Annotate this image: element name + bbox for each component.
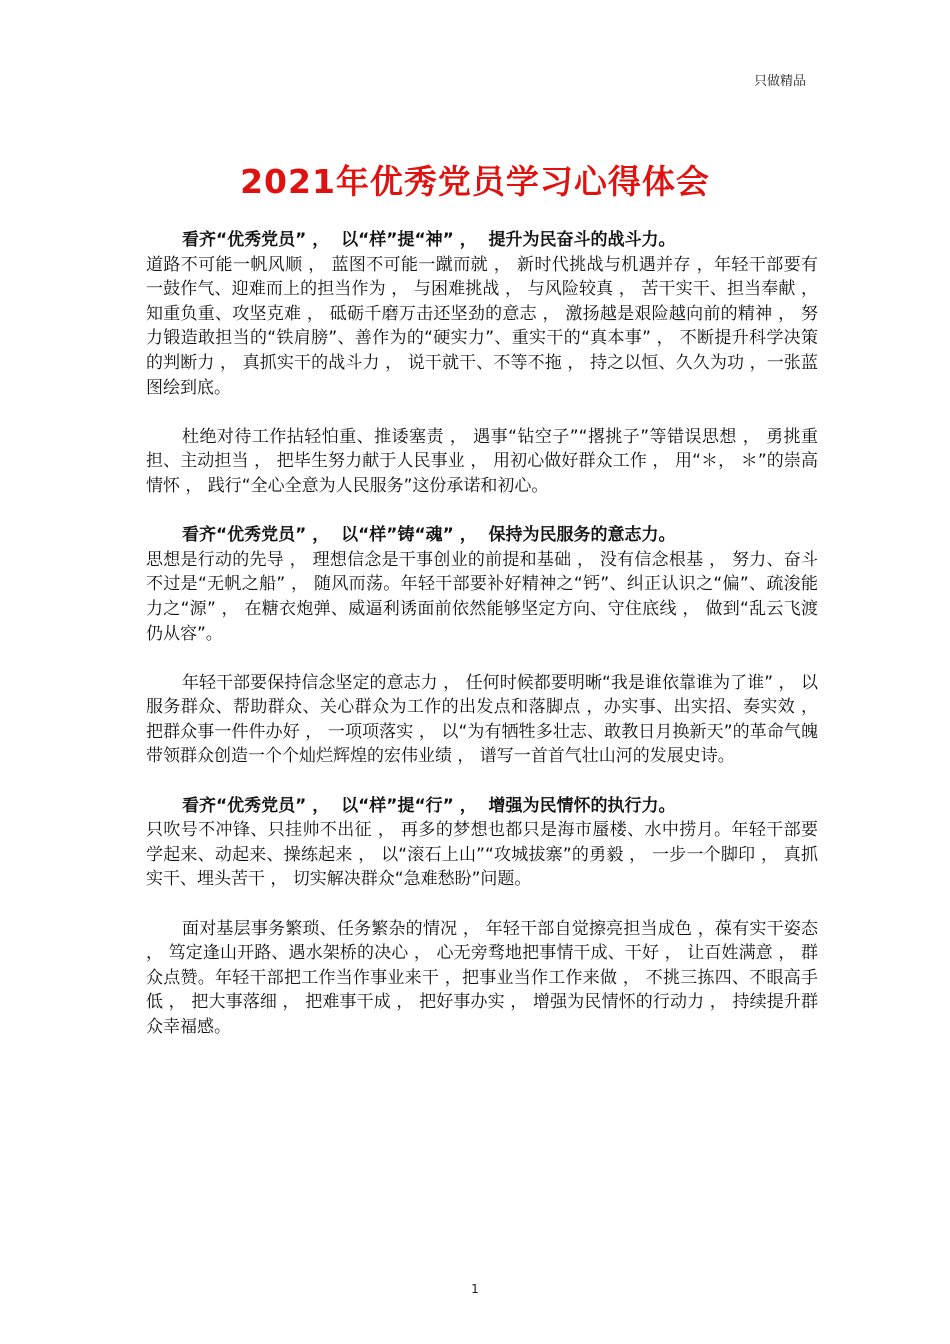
section-2-heading: 看齐“优秀党员” ， 以“样”铸“魂” ， 保持为民服务的意志力。	[182, 525, 676, 546]
section-3	[146, 794, 818, 892]
section-1-paragraph-1: 道路不可能一帆风顺 ， 蓝图不可能一蹴而就 ， 新时代挑战与机遇并存 ，年轻干部要有一鼓作气、迎难而上的担当作为 ， 与困难挑战 ， 与风险较真 ， 苦干实干、担当奉献 ， 知重负重、攻坚克难 ， 砥砺千磨万击还坚劲的意志 ， 激扬越是艰险越向前的精神 ， 努力锻造敢担当的“铁肩膀”、善作为的“硬实力”、重实干的“真本事” ， 不断提升科学决策的判断力 ， 真抓实干的战斗力 ， 说干就干、不等不拖 ， 持之以恒、久久为功 ，一张蓝图绘到底。	[146, 254, 818, 398]
document-body	[146, 228, 818, 1064]
section-3-extra	[146, 917, 818, 1040]
document-title: 2021年优秀党员学习心得体会	[240, 162, 710, 201]
section-1	[146, 228, 818, 400]
section-1-paragraph-2: 杜绝对待工作拈轻怕重、推诿塞责 ， 遇事“钻空子”“撂挑子”等错误思想 ， 勇挑重担、主动担当 ， 把毕生努力献于人民事业 ， 用初心做好群众工作 ， 用“＊， ＊”的崇高情怀 ， 践行“全心全意为人民服务”这份承诺和初心。	[146, 426, 818, 496]
section-3-paragraph-1: 只吹号不冲锋、只挂帅不出征 ， 再多的梦想也都只是海市蜃楼、水中捞月。年轻干部要学起来、动起来、操练起来 ， 以“滚石上山”“攻城拔寨”的勇毅 ， 一步一个脚印 ， 真抓实干、埋头苦干 ， 切实解决群众“急难愁盼”问题。	[146, 820, 818, 890]
header-tag: 只做精品	[753, 74, 806, 89]
section-1-extra	[146, 425, 818, 499]
section-3-paragraph-2: 面对基层事务繁琐、任务繁杂的情况 ， 年轻干部自觉擦亮担当成色 ，葆有实干姿态 ， 笃定逢山开路、遇水架桥的决心 ， 心无旁骛地把事情干成、干好 ， 让百姓满意 ， 群众点赞。年轻干部把工作当作事业来干 ，把事业当作工作来做 ， 不挑三拣四、不眼高手低 ， 把大事落细 ， 把难事干成 ， 把好事办实 ， 增强为民情怀的行动力 ， 持续提升群众幸福感。	[146, 918, 818, 1037]
section-1-heading: 看齐“优秀党员” ， 以“样”提“神” ， 提升为民奋斗的战斗力。	[182, 230, 676, 250]
section-2-paragraph-2: 年轻干部要保持信念坚定的意志力 ， 任何时候都要明晰“我是谁依靠谁为了谁” ， 以服务群众、帮助群众、关心群众为工作的出发点和落脚点 ，办实事、出实招、奏实效 ， 把群众事一件件办好 ， 一项项落实 ， 以“为有牺牲多壮志、敢教日月换新天”的革命气魄带领群众创造一个个灿烂辉煌的宏伟业绩 ， 谱写一首首气壮山河的发展史诗。	[146, 672, 818, 767]
section-2	[146, 523, 818, 646]
section-2-paragraph-1: 思想是行动的先导 ， 理想信念是干事创业的前提和基础 ， 没有信念根基 ， 努力、奋斗不过是“无帆之船” ， 随风而荡。年轻干部要补好精神之“钙”、纠正认识之“偏”、疏浚能力之“源” ， 在糖衣炮弹、威逼利诱面前依然能够坚定方向、守住底线 ， 做到“乱云飞渡仍从容”。	[146, 549, 818, 644]
page-number: 1	[471, 1282, 479, 1296]
section-3-heading: 看齐“优秀党员” ， 以“样”提“行” ， 增强为民情怀的执行力。	[182, 795, 676, 816]
section-2-extra	[146, 671, 818, 769]
